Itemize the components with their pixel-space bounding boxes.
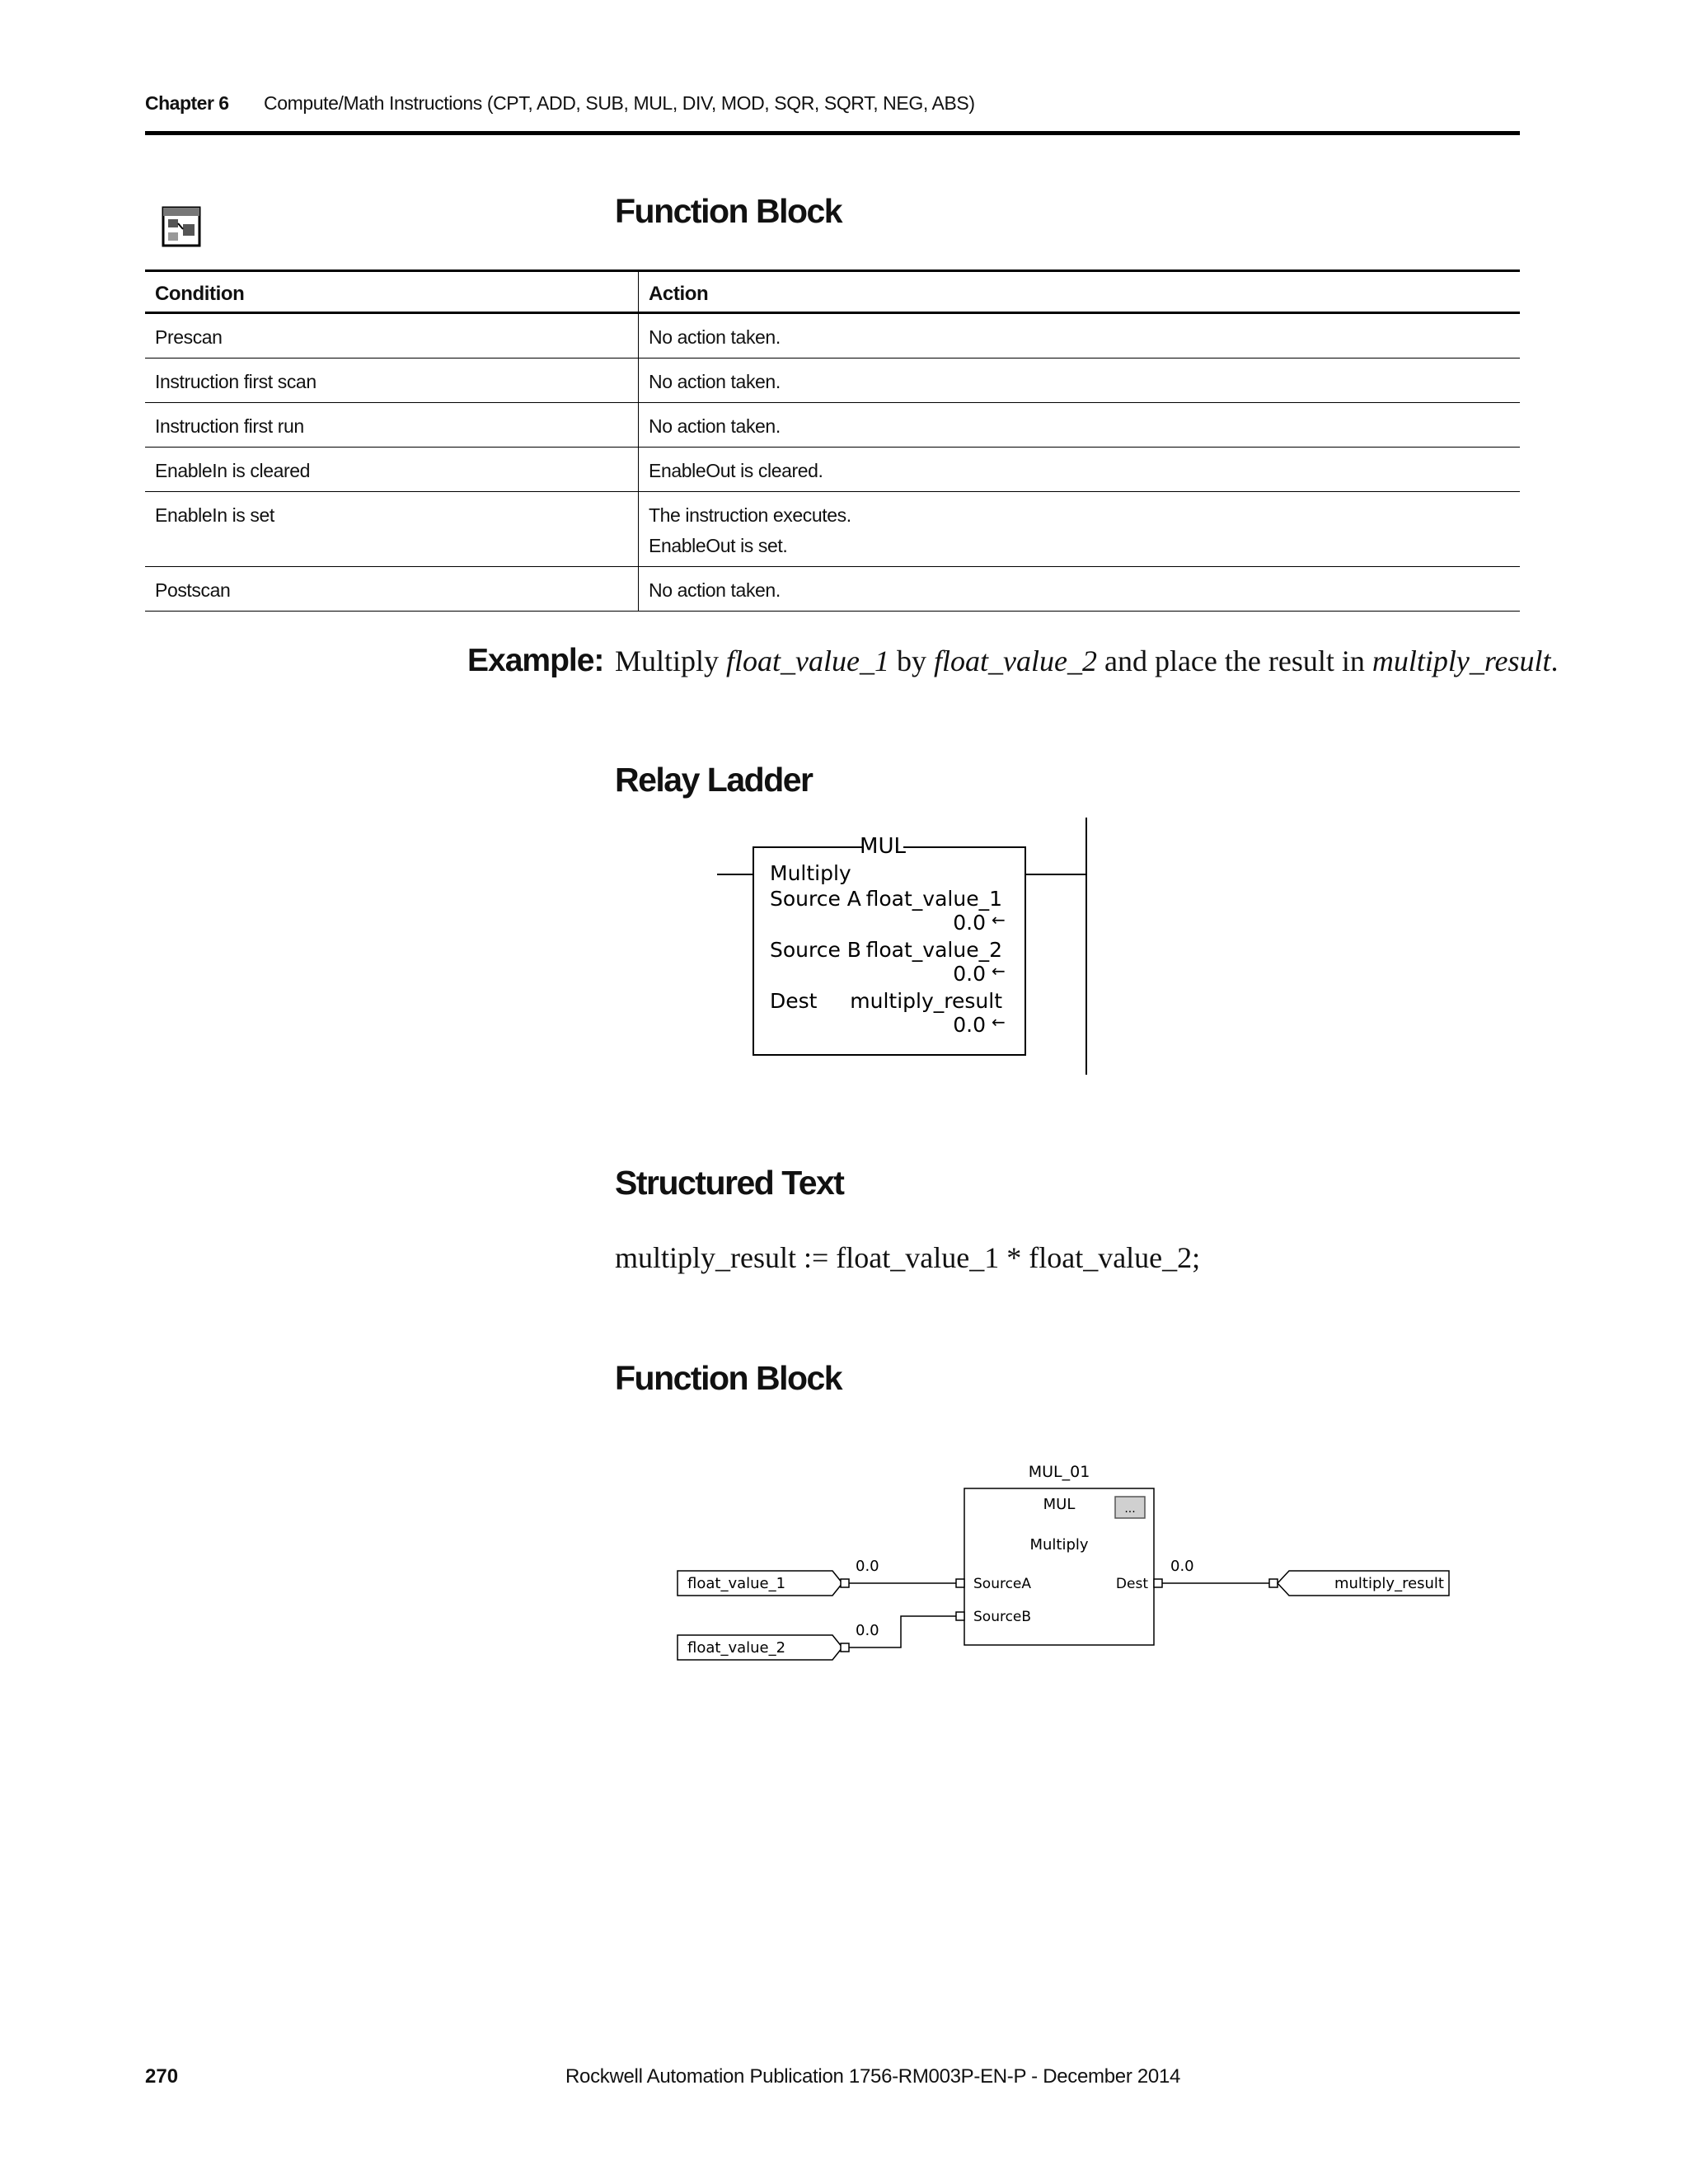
source-a-label: Source A <box>770 887 861 911</box>
example-text-part: by <box>889 644 934 677</box>
example-text <box>615 644 1559 678</box>
example-var-1: float_value_1 <box>726 644 889 677</box>
block-type: MUL <box>1043 1496 1076 1513</box>
dest-tag: multiply_result <box>850 989 1002 1013</box>
condition-cell: EnableIn is cleared <box>145 448 639 492</box>
block-button-label: ... <box>1124 1502 1136 1516</box>
chapter-title: Compute/Math Instructions (CPT, ADD, SUB, MUL, DIV, MOD, SQR, SQRT, NEG, ABS) <box>264 92 975 114</box>
pin-dest-label: Dest <box>1115 1576 1148 1592</box>
page-number: 270 <box>145 2065 179 2088</box>
block-name: MUL_01 <box>1028 1463 1090 1481</box>
heading-function-block: Function Block <box>615 1359 842 1397</box>
mul-description: Multiply <box>770 861 851 885</box>
publication-info: Rockwell Automation Publication 1756-RM003P-EN-P - December 2014 <box>565 2065 1181 2088</box>
heading-function-block-top: Function Block <box>615 192 842 230</box>
pin-source-b-label: SourceB <box>973 1609 1032 1625</box>
table-row <box>145 359 1520 403</box>
pin-dest <box>1154 1579 1162 1587</box>
example-text-part: . <box>1550 644 1559 677</box>
structured-text-code: multiply_result := float_value_1 * float_value_2; <box>615 1241 1201 1274</box>
input-ref-1-tag: float_value_1 <box>687 1575 786 1592</box>
example-var-3: multiply_result <box>1372 644 1551 677</box>
dest-value: 0.0 <box>953 1013 986 1037</box>
input-ref-2-value: 0.0 <box>856 1622 879 1639</box>
input-ref-2-tag: float_value_2 <box>687 1639 786 1657</box>
action-cell: EnableOut is cleared. <box>639 448 1521 492</box>
condition-cell: Prescan <box>145 313 639 359</box>
block-description: Multiply <box>1029 1536 1089 1554</box>
output-ref-tag: multiply_result <box>1334 1575 1444 1592</box>
pin-source-a-label: SourceA <box>973 1576 1032 1592</box>
condition-action-table <box>145 269 1520 612</box>
arrow-left-icon: ← <box>992 961 1006 981</box>
source-b-tag: float_value_2 <box>865 938 1002 962</box>
condition-cell: EnableIn is set <box>145 492 639 567</box>
arrow-left-icon: ← <box>992 910 1006 930</box>
heading-structured-text: Structured Text <box>615 1164 844 1202</box>
example-text-part: Multiply <box>615 644 727 677</box>
source-b-label: Source B <box>770 938 861 962</box>
output-ref-pin <box>1269 1579 1278 1587</box>
output-value: 0.0 <box>1170 1558 1194 1575</box>
action-cell: No action taken. <box>639 359 1521 403</box>
header-rule <box>145 131 1520 135</box>
source-b-value: 0.0 <box>953 962 986 986</box>
relay-ladder-diagram <box>709 814 1088 1078</box>
input-ref-1-value: 0.0 <box>856 1558 879 1575</box>
function-block-icon <box>162 206 203 247</box>
action-cell: No action taken. <box>639 313 1521 359</box>
action-cell: No action taken. <box>639 567 1521 612</box>
table-row <box>145 313 1520 359</box>
column-header-condition: Condition <box>145 271 639 313</box>
action-cell: No action taken. <box>639 403 1521 448</box>
input-ref-2-pin <box>841 1643 849 1652</box>
table-header-row <box>145 271 1520 313</box>
column-header-action: Action <box>639 271 1521 313</box>
table-row <box>145 448 1520 492</box>
chapter-label: Chapter 6 <box>145 92 229 114</box>
source-a-tag: float_value_1 <box>865 887 1002 911</box>
table-row <box>145 403 1520 448</box>
condition-cell: Instruction first scan <box>145 359 639 403</box>
heading-relay-ladder: Relay Ladder <box>615 761 813 799</box>
action-cell <box>639 492 1521 567</box>
arrow-left-icon: ← <box>992 1012 1006 1032</box>
source-a-value: 0.0 <box>953 911 986 935</box>
table-row <box>145 492 1520 567</box>
example-text-part: and place the result in <box>1096 644 1372 677</box>
dest-label: Dest <box>770 989 818 1013</box>
pin-source-b <box>956 1612 964 1620</box>
table-row <box>145 567 1520 612</box>
action-line: EnableOut is set. <box>649 535 788 556</box>
action-line: The instruction executes. <box>649 504 851 526</box>
example-var-2: float_value_2 <box>934 644 1097 677</box>
example-label: Example: <box>467 643 604 678</box>
pin-source-a <box>956 1579 964 1587</box>
condition-cell: Postscan <box>145 567 639 612</box>
condition-cell: Instruction first run <box>145 403 639 448</box>
mul-title: MUL <box>860 834 906 859</box>
function-block-diagram <box>676 1457 1451 1673</box>
input-ref-1-pin <box>841 1579 849 1587</box>
